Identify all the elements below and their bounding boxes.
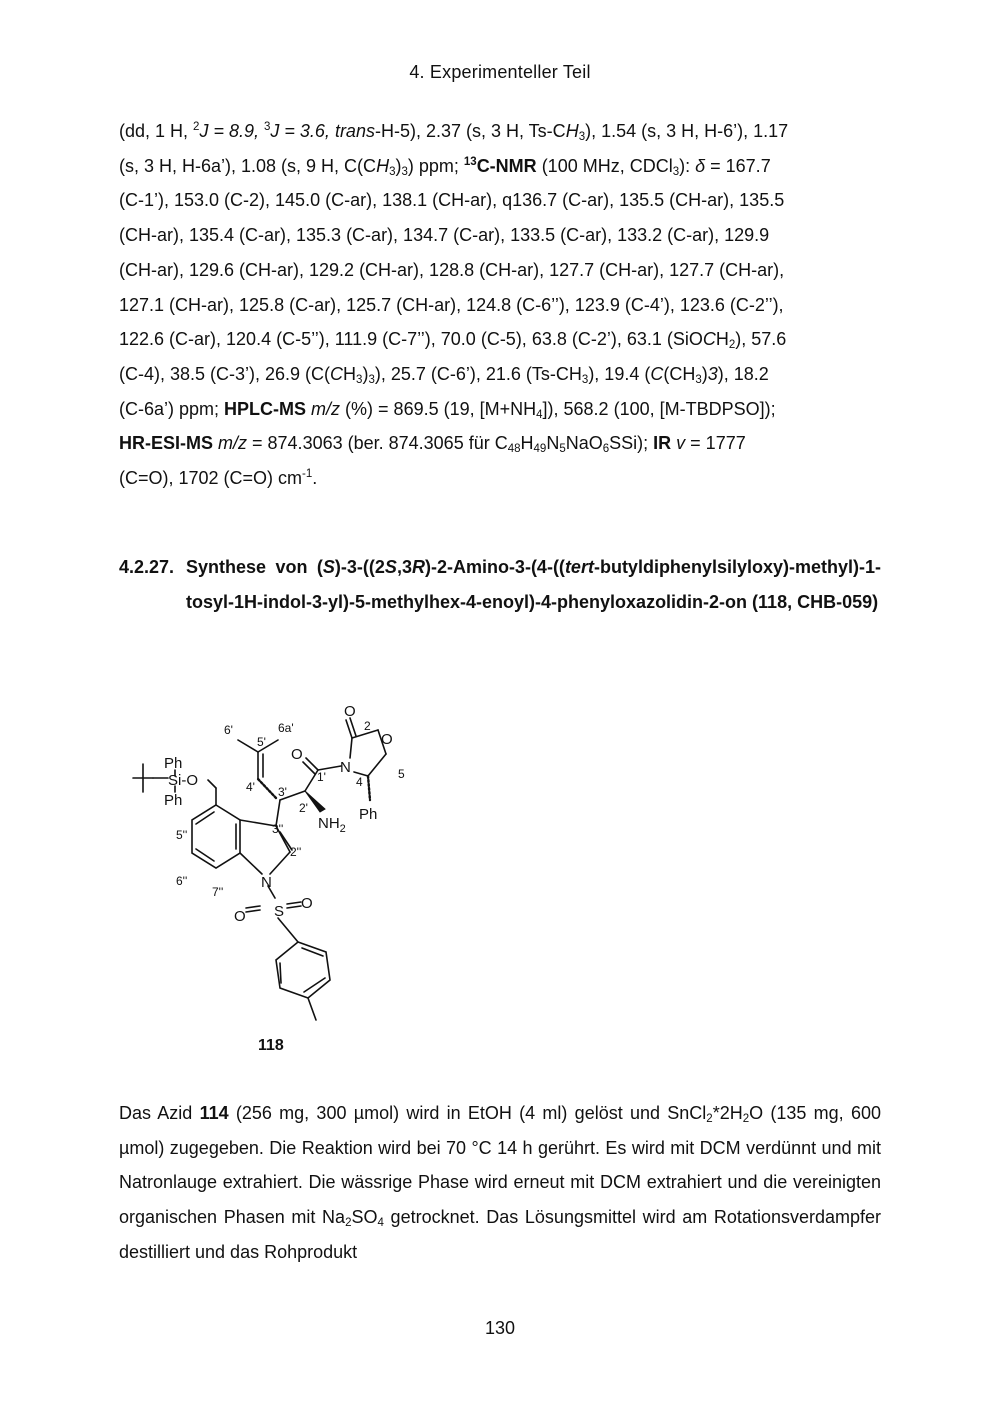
nmr-line-2: (s, 3 H, H-6a’), 1.08 (s, 9 H, $C(CH_3)_3$) ppm; $^{13}$C-NMR (100 MHz, CDCl$_3$): δ = 167.7 bbox=[119, 155, 771, 178]
nmr-line-11: (C=O), 1702 (C=O) $cm^{-1}$. bbox=[119, 468, 318, 489]
locant-4p: 4' bbox=[246, 780, 255, 794]
atom-o-carbonyl-ring: O bbox=[344, 703, 356, 720]
page-number: 130 bbox=[484, 1318, 516, 1338]
running-head: 4. Experimenteller Teil bbox=[409, 62, 591, 82]
atom-nh2: $NH_2$ bbox=[318, 815, 346, 835]
nmr-data-paragraph bbox=[119, 114, 881, 496]
atom-o-ring: O bbox=[381, 731, 393, 748]
locant-6pp: 6'' bbox=[176, 874, 188, 888]
nmr-line-5: (CH-ar), 129.6 (CH-ar), 129.2 (CH-ar), 128.8 (CH-ar), 127.7 (CH-ar), 127.7 (CH-ar), bbox=[119, 259, 785, 280]
atom-ph-oxazolidinone: Ph bbox=[359, 806, 378, 823]
locant-3p: 3' bbox=[278, 785, 287, 799]
locant-2p: 2' bbox=[299, 801, 308, 815]
atom-o-sulfonyl-2: O bbox=[301, 895, 313, 912]
section-number: 4.2.27. bbox=[119, 557, 175, 577]
atom-s: S bbox=[274, 903, 285, 920]
nmr-line-7: 122.6 (C-ar), 120.4 (C-5’’), 111.9 (C-7’’), 70.0 (C-5), 63.8 (C-2’), 63.1 (SiOCH$_2$), 57.6 bbox=[119, 329, 787, 352]
nmr-line-1: (dd, 1 H, $^2$J = 8.9, $^3$J = 3.6, trans-H-5), 2.37 (s, 3 H, $Ts-CH_3$), 1.54 (s, 3 H, H-6’), 1.17 bbox=[119, 121, 789, 143]
locant-2: 2 bbox=[364, 719, 371, 733]
locant-4: 4 bbox=[356, 775, 363, 789]
nmr-line-4: (CH-ar), 135.4 (C-ar), 135.3 (C-ar), 134.7 (C-ar), 133.5 (C-ar), 133.2 (C-ar), 129.9 bbox=[119, 225, 770, 246]
procedure-paragraph: Das Azid 114 (256 mg, 300 µmol) wird in EtOH (4 ml) gelöst und $SnCl_2*2H_2O$ (135 mg, 600 µmol) zugegeben. Die Reaktion wird bei 70 °C 14 h gerührt. Es wird mit DCM verdünnt und mit Natronlauge extrahiert. Die wässrige Phase wird erneut mit DCM extrahiert und die vereinigten organischen Phasen mit $Na_2SO_4$ getrocknet. Das Lösungsmittel wird am Rotationsverdampfer destilliert und das Rohprodukt bbox=[119, 1103, 882, 1262]
atom-n-oxazolidinone: N bbox=[340, 759, 351, 776]
nmr-line-6: 127.1 (CH-ar), 125.8 (C-ar), 125.7 (CH-ar), 124.8 (C-6’’), 123.9 (C-4’), 123.6 (C-2’’), bbox=[119, 294, 784, 315]
nmr-line-9: (C-6a’) ppm; HPLC-MS m/z (%) = 869.5 (19, $[M+NH_4]$), 568.2 (100, [M-TBDPSO]); bbox=[119, 398, 776, 421]
atom-ph-2: Ph bbox=[164, 792, 183, 809]
locant-2pp: 2'' bbox=[290, 845, 302, 859]
locant-1p: 1' bbox=[317, 770, 326, 784]
nmr-line-3: (C-1’), 153.0 (C-2), 145.0 (C-ar), 138.1 (CH-ar), q136.7 (C-ar), 135.5 (CH-ar), 135.5 bbox=[119, 190, 785, 211]
chemical-structure-118 bbox=[120, 690, 440, 1070]
locant-5p: 5' bbox=[257, 735, 266, 749]
atom-si-o: Si-O bbox=[168, 772, 198, 789]
section-heading bbox=[119, 550, 881, 619]
compound-number: 118 bbox=[258, 1037, 284, 1054]
atom-o-acyl: O bbox=[291, 746, 303, 763]
locant-3pp: 3'' bbox=[272, 822, 284, 836]
locant-6ap: 6a' bbox=[278, 721, 294, 735]
atom-n-indole: N bbox=[261, 874, 272, 891]
locant-5: 5 bbox=[398, 767, 405, 781]
atom-o-sulfonyl-1: O bbox=[234, 908, 246, 925]
nmr-line-10: HR-ESI-MS m/z = 874.3063 (ber. 874.3065 für $C_{48}H_{49}N_5NaO_6SSi$); IR v = 1777 bbox=[119, 433, 746, 456]
atom-ph-1: Ph bbox=[164, 755, 183, 772]
locant-5pp: 5'' bbox=[176, 828, 188, 842]
locant-7pp: 7'' bbox=[212, 885, 224, 899]
locant-6p: 6' bbox=[224, 723, 233, 737]
nmr-line-8: (C-4), 38.5 (C-3’), 26.9 $(C(CH_3)_3)$, 25.7 (C-6’), 21.6 $(Ts-CH_3)$, 19.4 $(C(CH_3)3)$, 18.2 bbox=[119, 363, 769, 386]
section-title: Synthese von (S)-3-((2S,3R)-2-Amino-3-(4-((tert-butyldiphenylsilyloxy)-methyl)-1-tosyl-1H-indol-3-yl)-5-methylhex-4-enoyl)-4-phenyloxazolidin-2-on (118, CHB-059) bbox=[186, 557, 881, 612]
